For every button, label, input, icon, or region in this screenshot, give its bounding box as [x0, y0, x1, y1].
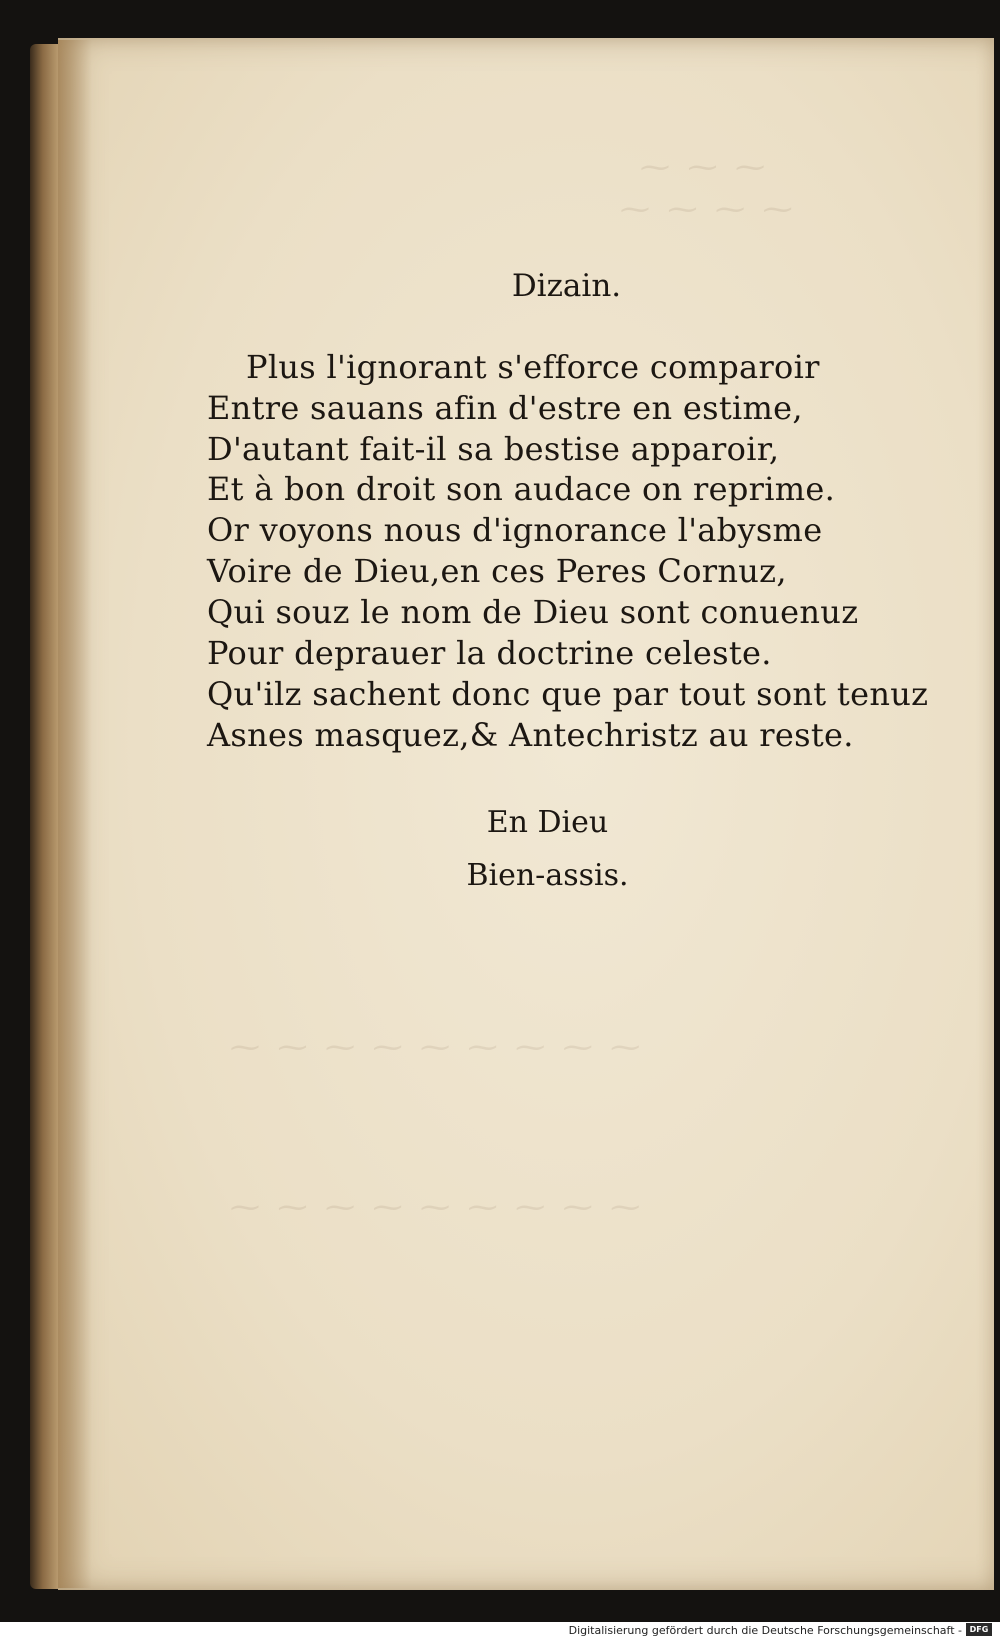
- show-through-ink: ⁓ ⁓ ⁓ ⁓: [620, 192, 797, 227]
- signature-line-1: En Dieu: [486, 805, 609, 840]
- digitization-credit: Digitalisierung gefördert durch die Deutsche Forschungsgemeinschaft -: [568, 1624, 962, 1637]
- verse-line-3: D'autant fait-il sa bestise apparoir,: [207, 430, 780, 468]
- verse-line-9: Qu'ilz sachent donc que par tout sont tenuz: [207, 675, 929, 713]
- verse-line-6: Voire de Dieu,en ces Peres Cornuz,: [207, 552, 787, 590]
- show-through-ink: ⁓ ⁓ ⁓ ⁓ ⁓ ⁓ ⁓ ⁓ ⁓: [230, 1030, 645, 1065]
- verse-line-8: Pour deprauer la doctrine celeste.: [207, 634, 772, 672]
- verse-line-5: Or voyons nous d'ignorance l'abysme: [207, 511, 823, 549]
- poem-title: Dizain.: [511, 268, 622, 304]
- verse-line-1: Plus l'ignorant s'efforce comparoir: [246, 348, 820, 386]
- verse-line-7: Qui souz le nom de Dieu sont conuenuz: [207, 593, 859, 631]
- dfg-logo: DFG: [966, 1623, 992, 1636]
- show-through-ink: ⁓ ⁓ ⁓: [640, 150, 770, 185]
- verse-line-4: Et à bon droit son audace on reprime.: [207, 470, 836, 508]
- signature-line-2: Bien-assis.: [466, 858, 629, 893]
- show-through-ink: ⁓ ⁓ ⁓ ⁓ ⁓ ⁓ ⁓ ⁓ ⁓: [230, 1190, 645, 1225]
- verse-line-2: Entre sauans afin d'estre en estime,: [207, 389, 803, 427]
- verse-line-10: Asnes masquez,& Antechristz au reste.: [207, 716, 854, 754]
